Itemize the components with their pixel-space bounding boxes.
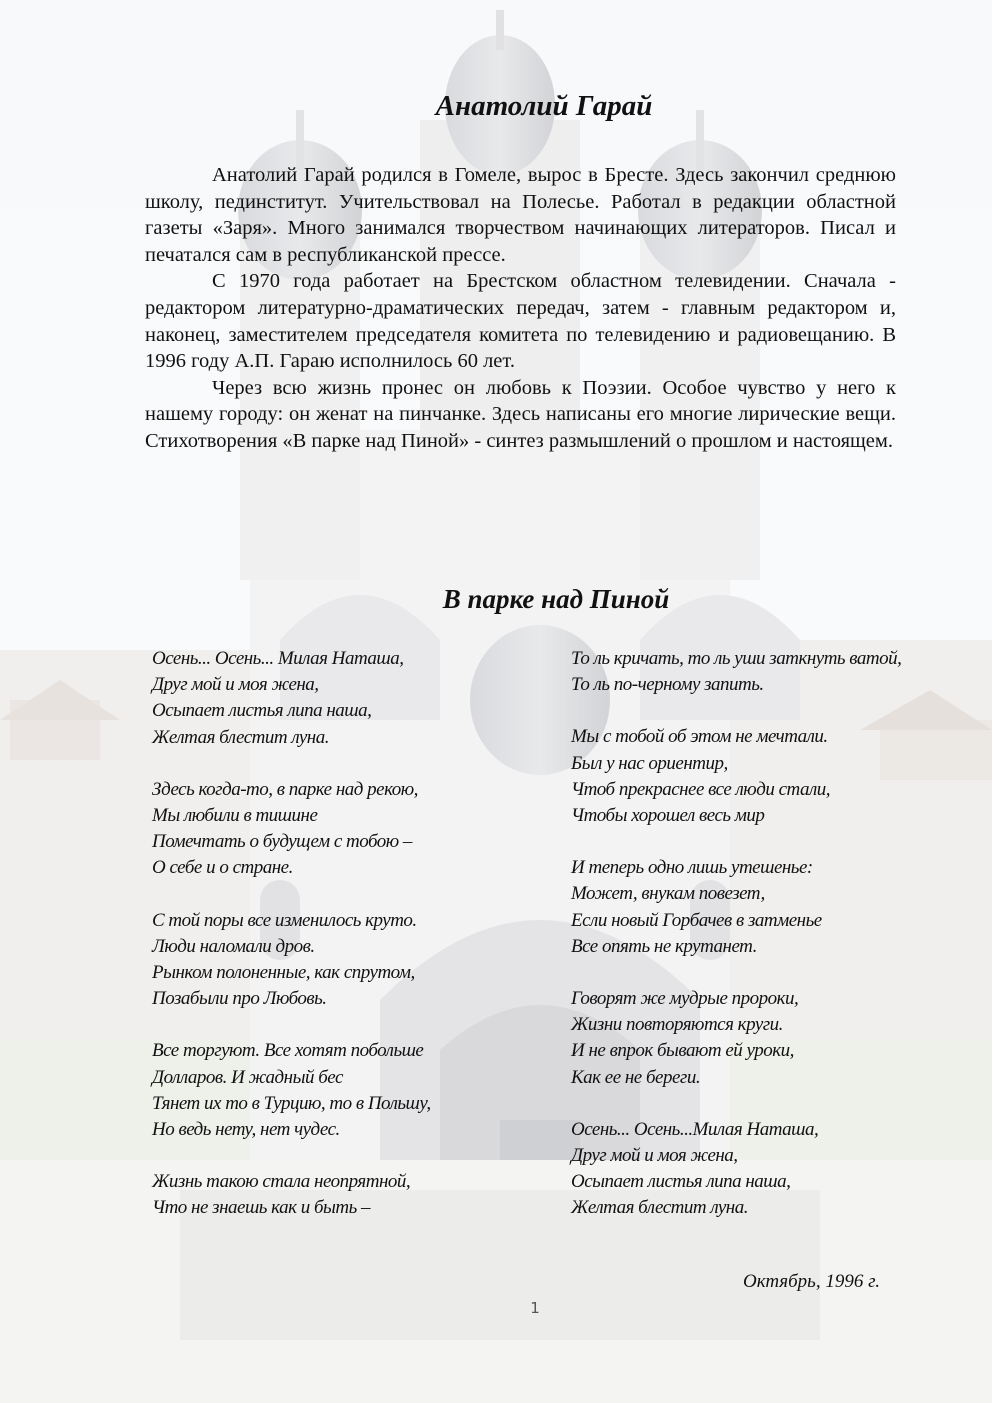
poem-line: Мы любили в тишине xyxy=(152,805,318,827)
poem-title: В парке над Пиной xyxy=(442,584,670,614)
poem-column-right xyxy=(571,646,911,1248)
poem-line: Осень... Осень...Милая Наташа, xyxy=(571,1118,819,1140)
poem-column-left xyxy=(152,646,542,1248)
poem-line: Позабыли про Любовь. xyxy=(152,988,327,1010)
poem-line: То ль по-черному запить. xyxy=(571,674,764,696)
author-title: Анатолий Гарай xyxy=(435,90,653,122)
bio-paragraph: Анатолий Гарай родился в Гомеле, вырос в Бресте. Здесь закончил среднюю школу, пединститут. Учительствовал на Полесье. Работал в редакции областной газеты «Заря». Много занимался творчеством начинающих литераторов. Писал и печатался сам в республиканской прессе. xyxy=(145,164,896,266)
poem-stanza xyxy=(571,1117,911,1222)
poem-stanza xyxy=(152,908,542,1013)
poem-line: Но ведь нету, нет чудес. xyxy=(152,1119,340,1141)
poem-line: Может, внукам повезет, xyxy=(571,883,765,905)
poem-line: Жизни повторяются круги. xyxy=(571,1014,783,1036)
poem-line: Осыпает листья липа наша, xyxy=(152,700,372,722)
page-number: 1 xyxy=(530,1299,540,1317)
poem-line: Друг мой и моя жена, xyxy=(571,1145,738,1167)
poem-line: С той поры все изменилось круто. xyxy=(152,909,417,931)
poem-line: Что не знаешь как и быть – xyxy=(152,1197,371,1219)
poem-date: Октябрь, 1996 г. xyxy=(742,1271,880,1292)
poem-stanza xyxy=(152,1038,542,1143)
poem-stanza xyxy=(571,986,911,1091)
poem-line: Тянет их то в Турцию, то в Польшу, xyxy=(152,1092,431,1114)
poem-line: Помечтать о будущем с тобою – xyxy=(152,831,412,853)
poem-line: Желтая блестит луна. xyxy=(571,1197,748,1219)
poem-line: Друг мой и моя жена, xyxy=(152,674,319,696)
poem-line: Все торгуют. Все хотят побольше xyxy=(152,1040,424,1062)
poem-line: Здесь когда-то, в парке над рекою, xyxy=(152,778,418,800)
poem-line: Жизнь такою стала неопрятной, xyxy=(152,1171,411,1193)
poem-line: И не впрок бывают ей уроки, xyxy=(571,1040,794,1062)
poem-line: Говорят же мудрые пророки, xyxy=(571,988,799,1010)
poem-line: Если новый Горбачев в затменье xyxy=(571,909,822,931)
poem-line: Мы с тобой об этом не мечтали. xyxy=(571,726,828,748)
poem-line: Как ее не береги. xyxy=(571,1066,701,1088)
poem-line: Желтая блестит луна. xyxy=(152,726,329,748)
bio-paragraph: Через всю жизнь пронес он любовь к Поэзии. Особое чувство у него к нашему городу: он женат на пинчанке. Здесь написаны его многие лирические вещи. Стихотворения «В парке над Пиной» - синтез размышлений о прошлом и настоящем. xyxy=(145,376,896,452)
poem-stanza xyxy=(152,777,542,882)
poem-line: О себе и о стране. xyxy=(152,857,293,879)
poem-line: Чтобы хорошел весь мир xyxy=(571,805,765,827)
poem-stanza xyxy=(571,724,911,829)
poem-line: То ль кричать, то ль уши заткнуть ватой, xyxy=(571,648,902,669)
poem-line: Рынком полоненные, как спрутом, xyxy=(152,962,415,984)
poem-line: И теперь одно лишь утешенье: xyxy=(571,857,813,879)
poem-line: Долларов. И жадный бес xyxy=(152,1066,343,1088)
poem-line: Все опять не крутанет. xyxy=(571,935,757,957)
poem-line: Осыпает листья липа наша, xyxy=(571,1171,791,1193)
poem-line: Чтоб прекраснее все люди стали, xyxy=(571,778,830,800)
poem-line: Осень... Осень... Милая Наташа, xyxy=(152,648,404,669)
author-biography xyxy=(145,162,896,455)
poem-stanza xyxy=(152,1169,542,1221)
poem-line: Люди наломали дров. xyxy=(152,935,315,957)
poem-stanza xyxy=(571,646,911,698)
poem-stanza xyxy=(152,646,542,751)
poem-stanza xyxy=(571,855,911,960)
bio-paragraph: С 1970 года работает на Брестском областном телевидении. Сначала - редактором литературно-драматических передач, затем - главным редактором и, наконец, заместителем председателя комитета по телевидению и радиовещанию. В 1996 году А.П. Гараю исполнилось 60 лет. xyxy=(145,270,896,373)
poem-line: Был у нас ориентир, xyxy=(571,752,728,774)
